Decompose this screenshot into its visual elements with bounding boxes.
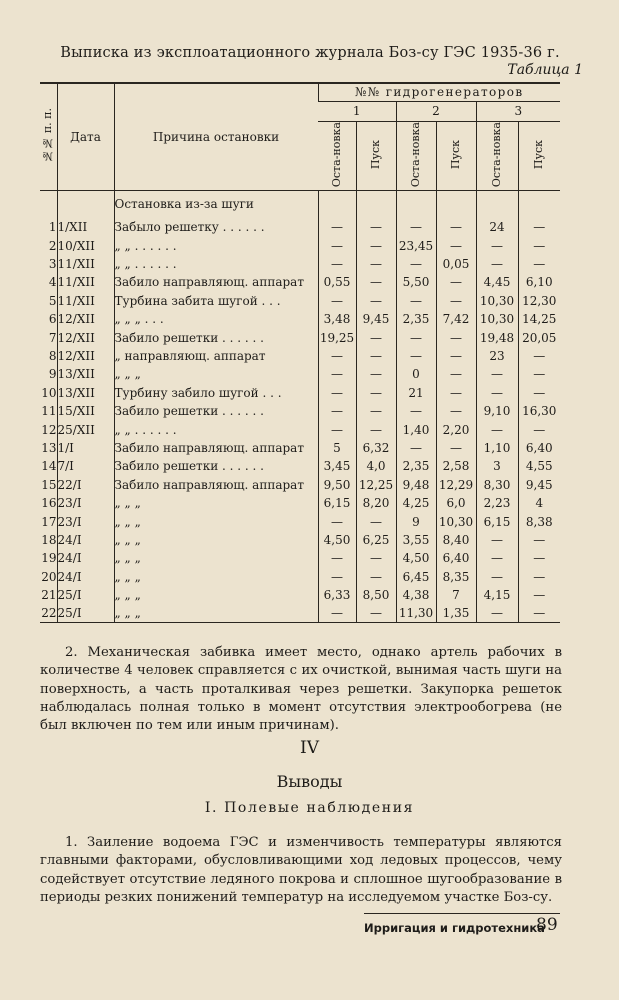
row-reason: „ „ . . . . . . bbox=[114, 255, 318, 273]
row-reason: Забило решетки . . . . . . bbox=[114, 457, 318, 475]
g3-stop: 8,30 bbox=[476, 476, 518, 494]
g3-start: — bbox=[518, 604, 560, 622]
table-row bbox=[40, 531, 560, 549]
g1-stop: — bbox=[318, 512, 356, 530]
row-date: 15/XII bbox=[57, 402, 114, 420]
g2-start: 6,40 bbox=[436, 549, 476, 567]
section-number: IV bbox=[300, 738, 319, 758]
g2-stop: — bbox=[396, 292, 436, 310]
g1-start: — bbox=[356, 237, 396, 255]
table-row bbox=[40, 328, 560, 346]
g2-start: 2,20 bbox=[436, 420, 476, 438]
g1-start: — bbox=[356, 347, 396, 365]
page-number: 89 bbox=[536, 915, 558, 935]
row-number: 9 bbox=[48, 367, 57, 382]
g2-start: 8,40 bbox=[436, 531, 476, 549]
row-reason: „ „ . . . . . . bbox=[114, 420, 318, 438]
g1-start: — bbox=[356, 365, 396, 383]
row-date: 11/XII bbox=[57, 292, 114, 310]
g3-stop: 2,23 bbox=[476, 494, 518, 512]
g3-start: 12,30 bbox=[518, 292, 560, 310]
g2-stop: — bbox=[396, 218, 436, 236]
g3-stop: 4,15 bbox=[476, 586, 518, 604]
g3-start: 4,55 bbox=[518, 457, 560, 475]
row-reason: Забыло решетку . . . . . . bbox=[114, 218, 318, 236]
g3-start: — bbox=[518, 420, 560, 438]
row-number: 13 bbox=[41, 441, 57, 455]
generator-2-header: 2 bbox=[396, 101, 476, 121]
table-row bbox=[40, 273, 560, 291]
g1-stop: — bbox=[318, 255, 356, 273]
row-reason: „ „ „ bbox=[114, 365, 318, 383]
g3-stop: — bbox=[476, 384, 518, 402]
row-reason: „ „ „ bbox=[114, 568, 318, 586]
generators-header: №№ гидрогенераторов bbox=[318, 83, 560, 101]
g1-stop: — bbox=[318, 218, 356, 236]
g2-start: 6,0 bbox=[436, 494, 476, 512]
row-date: 23/I bbox=[57, 494, 114, 512]
g2-start: 8,35 bbox=[436, 568, 476, 586]
g1-start: — bbox=[356, 218, 396, 236]
g1-start: 6,25 bbox=[356, 531, 396, 549]
row-reason: Забило направляющ. аппарат bbox=[114, 273, 318, 291]
g2-stop: 2,35 bbox=[396, 457, 436, 475]
paragraph-conclusion-1: 1. Заиление водоема ГЭС и изменчивость температуры являются главными факторами, обусловливающими ход ледовых процессов, чему содействует отсутствие ледяного покрова и сплошное шугообразование в периоды резких понижений температур на исследуемом участке Боз-су. bbox=[40, 835, 562, 906]
row-date: 1/I bbox=[57, 439, 114, 457]
g2-stop: — bbox=[396, 402, 436, 420]
footer-rule bbox=[364, 913, 560, 914]
row-number: 6 bbox=[48, 312, 57, 327]
section-row bbox=[40, 190, 560, 218]
g3-start: — bbox=[518, 549, 560, 567]
row-number: 14 bbox=[41, 459, 57, 474]
g3-stop: 19,48 bbox=[476, 328, 518, 346]
table-row bbox=[40, 292, 560, 310]
g2-start: 7 bbox=[436, 586, 476, 604]
row-number: 2 bbox=[48, 238, 57, 253]
g3-stop: 3 bbox=[476, 457, 518, 475]
g2-start: 1,35 bbox=[436, 604, 476, 622]
g1-start: 8,50 bbox=[356, 586, 396, 604]
g2-start: — bbox=[436, 347, 476, 365]
g3-start: — bbox=[518, 347, 560, 365]
g1-stop: — bbox=[318, 604, 356, 622]
g2-stop: 11,30 bbox=[396, 604, 436, 622]
g3-stop: — bbox=[476, 549, 518, 567]
g1-start: — bbox=[356, 549, 396, 567]
g1-start: — bbox=[356, 604, 396, 622]
g2-start: — bbox=[436, 237, 476, 255]
g1-start: 6,32 bbox=[356, 439, 396, 457]
g1-start-header: Пуск bbox=[356, 121, 396, 190]
row-date: 11/XII bbox=[57, 255, 114, 273]
g1-stop: 0,55 bbox=[318, 273, 356, 291]
g3-start: — bbox=[518, 384, 560, 402]
row-number: 21 bbox=[41, 588, 57, 603]
g1-start: 9,45 bbox=[356, 310, 396, 328]
g1-start: — bbox=[356, 420, 396, 438]
g2-start: — bbox=[436, 218, 476, 236]
table-row bbox=[40, 604, 560, 622]
shutdown-log-table bbox=[40, 82, 560, 623]
g3-stop-header: Оста-новка bbox=[476, 121, 518, 190]
g1-stop: — bbox=[318, 402, 356, 420]
g2-start: — bbox=[436, 365, 476, 383]
table-row bbox=[40, 476, 560, 494]
g3-start: 9,45 bbox=[518, 476, 560, 494]
table-label: Таблица 1 bbox=[507, 62, 583, 78]
g1-stop: — bbox=[318, 549, 356, 567]
g3-stop: — bbox=[476, 255, 518, 273]
paragraph-2: 2. Механическая забивка имеет место, однако артель рабочих в количестве 4 человек справляется с их очисткой, вынимая часть шуги на поверхность, а часть проталкивая через решетки. Закупорка решеток наблюдалась полная только в момент отсутствия электрообогрева (не был включен по тем или иным причинам). bbox=[40, 645, 562, 734]
row-reason: „ „ „ bbox=[114, 549, 318, 567]
row-date: 25/I bbox=[57, 604, 114, 622]
g2-stop: 0 bbox=[396, 365, 436, 383]
g1-stop: 5 bbox=[318, 439, 356, 457]
row-number: 18 bbox=[41, 532, 57, 547]
row-number: 16 bbox=[41, 496, 57, 511]
row-date: 7/I bbox=[57, 457, 114, 475]
g1-stop: — bbox=[318, 568, 356, 586]
g1-start: — bbox=[356, 384, 396, 402]
g3-stop: — bbox=[476, 237, 518, 255]
row-number: 8 bbox=[48, 349, 57, 364]
g3-stop: — bbox=[476, 604, 518, 622]
g2-stop: 6,45 bbox=[396, 568, 436, 586]
g1-stop: 4,50 bbox=[318, 531, 356, 549]
g2-stop: 5,50 bbox=[396, 273, 436, 291]
g3-stop: 10,30 bbox=[476, 310, 518, 328]
row-date: 12/XII bbox=[57, 310, 114, 328]
row-date: 24/I bbox=[57, 531, 114, 549]
g2-start: — bbox=[436, 439, 476, 457]
col-reason-header: Причина остановки bbox=[114, 83, 318, 190]
g3-stop: — bbox=[476, 531, 518, 549]
row-number: 7 bbox=[48, 330, 57, 345]
g1-start: — bbox=[356, 273, 396, 291]
row-date: 12/XII bbox=[57, 328, 114, 346]
row-reason: Забило направляющ. аппарат bbox=[114, 439, 318, 457]
g2-stop: 9 bbox=[396, 512, 436, 530]
table-row bbox=[40, 310, 560, 328]
g3-start: 20,05 bbox=[518, 328, 560, 346]
row-date: 23/I bbox=[57, 512, 114, 530]
g3-stop: 6,15 bbox=[476, 512, 518, 530]
row-date: 10/XII bbox=[57, 237, 114, 255]
row-reason: Забило направляющ. аппарат bbox=[114, 476, 318, 494]
row-number: 12 bbox=[41, 422, 57, 437]
g3-start: — bbox=[518, 586, 560, 604]
g3-stop: — bbox=[476, 568, 518, 586]
row-date: 24/I bbox=[57, 549, 114, 567]
row-number: 17 bbox=[41, 514, 57, 529]
g2-start: 7,42 bbox=[436, 310, 476, 328]
g1-stop: — bbox=[318, 420, 356, 438]
row-date: 25/I bbox=[57, 586, 114, 604]
g3-stop: 1,10 bbox=[476, 439, 518, 457]
g2-start: — bbox=[436, 384, 476, 402]
g2-stop-header: Оста-новка bbox=[396, 121, 436, 190]
g3-start: — bbox=[518, 218, 560, 236]
g1-stop: 6,15 bbox=[318, 494, 356, 512]
g2-stop: — bbox=[396, 255, 436, 273]
table-row bbox=[40, 568, 560, 586]
table-row bbox=[40, 549, 560, 567]
table-row bbox=[40, 457, 560, 475]
row-reason: Забило решетки . . . . . . bbox=[114, 402, 318, 420]
g3-start: 16,30 bbox=[518, 402, 560, 420]
g1-stop: 3,45 bbox=[318, 457, 356, 475]
g3-stop: 4,45 bbox=[476, 273, 518, 291]
row-date: 24/I bbox=[57, 568, 114, 586]
g3-start: — bbox=[518, 365, 560, 383]
row-reason: „ „ „ bbox=[114, 531, 318, 549]
g3-start-header: Пуск bbox=[518, 121, 560, 190]
g1-start: — bbox=[356, 292, 396, 310]
g2-start: 12,29 bbox=[436, 476, 476, 494]
journal-name: Ирригация и гидротехника bbox=[364, 921, 545, 935]
g1-stop: 9,50 bbox=[318, 476, 356, 494]
generator-3-header: 3 bbox=[476, 101, 560, 121]
table-row bbox=[40, 365, 560, 383]
g3-stop: 9,10 bbox=[476, 402, 518, 420]
g1-stop: — bbox=[318, 292, 356, 310]
row-number: 3 bbox=[48, 257, 57, 272]
g1-start: 8,20 bbox=[356, 494, 396, 512]
g3-start: — bbox=[518, 531, 560, 549]
row-date: 13/XII bbox=[57, 365, 114, 383]
g2-stop: 9,48 bbox=[396, 476, 436, 494]
row-date: 1/XII bbox=[57, 218, 114, 236]
g2-stop: — bbox=[396, 439, 436, 457]
row-reason: „ „ . . . . . . bbox=[114, 237, 318, 255]
g2-stop: 4,38 bbox=[396, 586, 436, 604]
generator-1-header: 1 bbox=[318, 101, 396, 121]
table-row bbox=[40, 494, 560, 512]
table-row bbox=[40, 439, 560, 457]
g2-stop: 23,45 bbox=[396, 237, 436, 255]
row-number: 15 bbox=[41, 477, 57, 492]
row-number: 20 bbox=[41, 569, 57, 584]
g2-stop: 4,50 bbox=[396, 549, 436, 567]
row-reason: „ „ „ bbox=[114, 586, 318, 604]
g2-start: — bbox=[436, 328, 476, 346]
g2-stop: 4,25 bbox=[396, 494, 436, 512]
g2-start: — bbox=[436, 292, 476, 310]
g1-start: — bbox=[356, 402, 396, 420]
col-date-header: Дата bbox=[57, 83, 114, 190]
g3-start: — bbox=[518, 568, 560, 586]
row-reason: Забило решетки . . . . . . bbox=[114, 328, 318, 346]
g2-stop: — bbox=[396, 328, 436, 346]
g1-stop: — bbox=[318, 365, 356, 383]
g2-start: 10,30 bbox=[436, 512, 476, 530]
row-date: 25/XII bbox=[57, 420, 114, 438]
table-row bbox=[40, 218, 560, 236]
g1-stop: — bbox=[318, 384, 356, 402]
table-row bbox=[40, 420, 560, 438]
row-reason: „ „ „ bbox=[114, 512, 318, 530]
section-title: Выводы bbox=[276, 772, 343, 791]
col-num-header: №№ п. п. bbox=[40, 83, 57, 190]
table-title: Выписка из эксплоатационного журнала Боз-су ГЭС 1935-36 г. bbox=[60, 45, 560, 61]
g2-start: 2,58 bbox=[436, 457, 476, 475]
row-reason: „ направляющ. аппарат bbox=[114, 347, 318, 365]
g2-stop: 21 bbox=[396, 384, 436, 402]
row-reason: „ „ „ bbox=[114, 604, 318, 622]
g3-start: 8,38 bbox=[518, 512, 560, 530]
row-reason: Турбину забило шугой . . . bbox=[114, 384, 318, 402]
g1-stop: 6,33 bbox=[318, 586, 356, 604]
g1-start: — bbox=[356, 328, 396, 346]
g2-start: — bbox=[436, 273, 476, 291]
g3-start: — bbox=[518, 255, 560, 273]
g1-start: — bbox=[356, 568, 396, 586]
row-number: 10 bbox=[41, 385, 57, 400]
g3-start: 14,25 bbox=[518, 310, 560, 328]
g3-start: 6,40 bbox=[518, 439, 560, 457]
g3-stop: — bbox=[476, 420, 518, 438]
row-number: 5 bbox=[48, 293, 57, 308]
row-date: 12/XII bbox=[57, 347, 114, 365]
g2-start: — bbox=[436, 402, 476, 420]
row-date: 22/I bbox=[57, 476, 114, 494]
g1-stop: 3,48 bbox=[318, 310, 356, 328]
g3-stop: 23 bbox=[476, 347, 518, 365]
subsection-title: I. Полевые наблюдения bbox=[204, 800, 415, 816]
g1-stop-header: Оста-новка bbox=[318, 121, 356, 190]
row-number: 11 bbox=[41, 404, 57, 419]
row-reason: Турбина забита шугой . . . bbox=[114, 292, 318, 310]
section-label: Остановка из-за шуги bbox=[114, 190, 318, 218]
table-row bbox=[40, 237, 560, 255]
g2-stop: 3,55 bbox=[396, 531, 436, 549]
g1-start: 4,0 bbox=[356, 457, 396, 475]
g1-start: 12,25 bbox=[356, 476, 396, 494]
g2-start-header: Пуск bbox=[436, 121, 476, 190]
g3-stop: — bbox=[476, 365, 518, 383]
g1-start: — bbox=[356, 255, 396, 273]
row-number: 1 bbox=[48, 220, 57, 235]
row-reason: „ „ „ bbox=[114, 494, 318, 512]
g3-start: — bbox=[518, 237, 560, 255]
g2-start: 0,05 bbox=[436, 255, 476, 273]
table-row bbox=[40, 255, 560, 273]
row-number: 22 bbox=[40, 604, 57, 622]
g3-stop: 10,30 bbox=[476, 292, 518, 310]
table-row bbox=[40, 586, 560, 604]
table-row bbox=[40, 512, 560, 530]
row-date: 11/XII bbox=[57, 273, 114, 291]
g2-stop: 2,35 bbox=[396, 310, 436, 328]
table-row bbox=[40, 402, 560, 420]
g3-start: 4 bbox=[518, 494, 560, 512]
row-number: 19 bbox=[41, 551, 57, 566]
table-row bbox=[40, 347, 560, 365]
g1-stop: — bbox=[318, 237, 356, 255]
row-date: 13/XII bbox=[57, 384, 114, 402]
g1-stop: 19,25 bbox=[318, 328, 356, 346]
table-row bbox=[40, 384, 560, 402]
g2-stop: — bbox=[396, 347, 436, 365]
row-number: 4 bbox=[48, 275, 57, 290]
g3-start: 6,10 bbox=[518, 273, 560, 291]
g2-stop: 1,40 bbox=[396, 420, 436, 438]
row-reason: „ „ „ . . . bbox=[114, 310, 318, 328]
g1-start: — bbox=[356, 512, 396, 530]
g1-stop: — bbox=[318, 347, 356, 365]
g3-stop: 24 bbox=[476, 218, 518, 236]
